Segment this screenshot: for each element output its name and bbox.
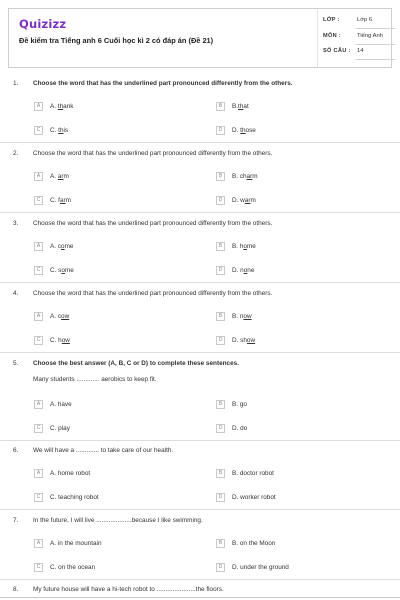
answer-option-b[interactable] (216, 241, 256, 251)
option-prefix: B. (232, 312, 240, 320)
option-word-end: me (64, 266, 74, 274)
option-letter-box: D (216, 424, 225, 433)
option-word-start: in the mountain (57, 539, 102, 547)
answer-option-b[interactable] (216, 468, 274, 478)
option-text (50, 401, 72, 408)
meta-subject-value: Tiếng Anh (357, 33, 383, 39)
option-word-start: play (58, 424, 70, 432)
option-letter-box: B (216, 469, 225, 478)
question-separator (0, 212, 400, 213)
answer-option-a[interactable] (34, 171, 69, 181)
answer-option-c[interactable] (34, 125, 68, 135)
option-word-start: sh (240, 336, 247, 344)
option-prefix: B. (232, 172, 240, 180)
question-prompt: Choose the word that has the underlined part pronounced differently from the others. (33, 80, 293, 87)
option-prefix: A. (50, 172, 58, 180)
option-word-start: teaching robot (58, 493, 99, 501)
option-prefix: A. (50, 242, 58, 250)
answer-option-a[interactable] (34, 468, 90, 478)
option-letter-box: C (34, 336, 43, 345)
option-letter-box: D (216, 196, 225, 205)
question-separator (0, 440, 400, 441)
option-text (232, 103, 249, 110)
option-prefix: A. (50, 102, 58, 110)
answer-option-d[interactable] (216, 423, 247, 433)
option-text (232, 401, 247, 408)
question-separator (0, 509, 400, 510)
option-text (232, 564, 289, 571)
option-word-start: on the ocean (58, 563, 96, 571)
option-word-start: go (239, 400, 247, 408)
question-prompt: Choose the word that has the underlined part pronounced differently from the others. (33, 290, 273, 297)
option-word-end: m (252, 172, 258, 180)
option-word-start: s (58, 266, 62, 274)
question-number: 1. (13, 80, 19, 87)
option-prefix: B. (232, 469, 240, 477)
option-prefix: C. (50, 493, 59, 501)
option-word-start: n (240, 266, 244, 274)
question-number: 2. (13, 150, 19, 157)
answer-option-d[interactable] (216, 195, 256, 205)
option-text (50, 337, 70, 344)
answer-option-d[interactable] (216, 125, 256, 135)
option-text (50, 564, 95, 571)
answer-option-a[interactable] (34, 311, 69, 321)
option-letter-box: D (216, 493, 225, 502)
option-letter-box: C (34, 126, 43, 135)
option-prefix: D. (232, 126, 241, 134)
option-text (232, 337, 255, 344)
option-underlined-part: th (240, 126, 246, 134)
meta-subject (323, 33, 383, 39)
option-letter-box: C (34, 424, 43, 433)
question-prompt: We will have a ............. to take care of our health. (33, 447, 174, 454)
option-word-start: h (58, 336, 62, 344)
answer-option-b[interactable] (216, 311, 252, 321)
worksheet-header (8, 8, 392, 68)
option-text (232, 173, 258, 180)
option-letter-box: D (216, 336, 225, 345)
option-word-end: m (63, 172, 69, 180)
question-prompt: Choose the word that has the underlined part pronounced differently from the others. (33, 220, 273, 227)
answer-option-b[interactable] (216, 171, 258, 181)
option-underlined-part: o (243, 266, 248, 274)
option-text (232, 313, 252, 320)
option-text (232, 267, 254, 274)
option-text (50, 127, 68, 134)
option-letter-box: D (216, 126, 225, 135)
option-word-start: f (58, 196, 60, 204)
option-word-start: worker robot (240, 493, 276, 501)
answer-option-c[interactable] (34, 265, 74, 275)
option-prefix: D. (232, 336, 241, 344)
option-prefix: A. (50, 400, 58, 408)
meta-subject-label: MÔN : (323, 33, 341, 39)
answer-option-c[interactable] (34, 423, 70, 433)
option-underlined-part: ow (61, 312, 70, 320)
question-separator (0, 579, 400, 580)
option-letter-box: C (34, 196, 43, 205)
answer-option-c[interactable] (34, 492, 99, 502)
option-text (50, 267, 74, 274)
meta-underline (355, 59, 395, 60)
option-word-end: ose (245, 126, 256, 134)
answer-option-a[interactable] (34, 101, 73, 111)
option-letter-box: B (216, 539, 225, 548)
option-word-start: c (57, 312, 62, 320)
option-underlined-part: ar (244, 196, 251, 204)
answer-option-b[interactable] (216, 101, 249, 111)
option-text (50, 173, 69, 180)
option-prefix: D. (232, 266, 241, 274)
option-text (50, 425, 70, 432)
option-prefix: A. (50, 312, 58, 320)
answer-option-b[interactable] (216, 538, 275, 548)
option-underlined-part: ar (57, 172, 64, 180)
option-word-start: w (240, 196, 245, 204)
question-number: 5. (13, 360, 19, 367)
option-text (232, 425, 247, 432)
option-word-start: do (240, 424, 248, 432)
option-word-start: on the Moon (239, 539, 276, 547)
option-word-start: h (239, 242, 244, 250)
option-letter-box: B (216, 102, 225, 111)
option-text (232, 127, 256, 134)
option-prefix: C. (50, 126, 59, 134)
answer-option-d[interactable] (216, 492, 276, 502)
option-text (50, 103, 73, 110)
quizizz-logo: Quizizz (19, 17, 67, 31)
option-text (232, 197, 256, 204)
option-prefix: B. (232, 400, 240, 408)
meta-class (323, 17, 372, 23)
option-word-end: ne (247, 266, 255, 274)
question-number: 6. (13, 447, 19, 454)
option-letter-box: C (34, 266, 43, 275)
option-letter-box: A (34, 539, 43, 548)
answer-option-a[interactable] (34, 538, 102, 548)
option-letter-box: A (34, 172, 43, 181)
answer-option-b[interactable] (216, 399, 247, 409)
option-letter-box: A (34, 242, 43, 251)
answer-option-d[interactable] (216, 265, 254, 275)
option-word-start: n (239, 312, 244, 320)
option-underlined-part: ow (243, 312, 252, 320)
option-text (232, 243, 256, 250)
answer-option-d[interactable] (216, 335, 255, 345)
option-letter-box: D (216, 266, 225, 275)
question-prompt: In the future, I will live ....................because I like swimming. (33, 517, 203, 524)
option-text (50, 470, 90, 477)
question-prompt: Choose the word that has the underlined part pronounced differently from the others. (33, 150, 273, 157)
option-prefix: B. (232, 242, 240, 250)
option-prefix: C. (50, 424, 59, 432)
question-prompt: My future house will have a hi-tech robot to ......................the floors. (33, 586, 224, 593)
option-underlined-part: ow (61, 336, 70, 344)
option-text (50, 243, 73, 250)
question-separator (0, 282, 400, 283)
answer-option-a[interactable] (34, 399, 72, 409)
answer-option-c[interactable] (34, 335, 70, 345)
meta-count-value: 14 (357, 48, 364, 54)
option-word-start: under the ground (240, 563, 289, 571)
meta-count-label: SỐ CÂU : (323, 48, 351, 54)
answer-option-c[interactable] (34, 195, 71, 205)
option-word-end: is (63, 126, 69, 134)
option-word-end: me (246, 242, 256, 250)
option-word-start: home robot (57, 469, 91, 477)
option-prefix: A. (50, 469, 58, 477)
option-word-end: me (64, 242, 74, 250)
question-number: 4. (13, 290, 19, 297)
option-prefix: D. (232, 563, 241, 571)
question-separator (0, 142, 400, 143)
question-prompt: Choose the best answer (A, B, C or D) to complete these sentences. (33, 360, 239, 367)
option-prefix: B. (232, 539, 240, 547)
option-word-end: m (65, 196, 71, 204)
option-prefix: D. (232, 424, 241, 432)
option-letter-box: C (34, 493, 43, 502)
option-underlined-part: o (61, 242, 65, 250)
option-text (232, 540, 275, 547)
option-prefix: C. (50, 563, 59, 571)
option-prefix: C. (50, 266, 59, 274)
option-underlined-part: ar (59, 196, 66, 204)
option-word-start: doctor robot (239, 469, 274, 477)
question-number: 3. (13, 220, 19, 227)
option-letter-box: B (216, 172, 225, 181)
option-prefix: C. (50, 196, 59, 204)
option-letter-box: D (216, 563, 225, 572)
option-prefix: B. (232, 102, 239, 110)
option-word-start: c (57, 242, 62, 250)
meta-underline (355, 28, 395, 29)
option-underlined-part: o (61, 266, 65, 274)
option-text (50, 540, 102, 547)
meta-class-label: LỚP : (323, 17, 340, 23)
option-word-end: at (243, 102, 249, 110)
option-prefix: A. (50, 539, 58, 547)
option-prefix: C. (50, 336, 59, 344)
option-letter-box: A (34, 400, 43, 409)
meta-underline (355, 44, 395, 45)
option-text (50, 197, 71, 204)
option-underlined-part: th (57, 102, 64, 110)
option-underlined-part: o (243, 242, 247, 250)
option-underlined-part: th (58, 126, 64, 134)
option-prefix: D. (232, 493, 241, 501)
option-text (232, 494, 276, 501)
page-bottom-border (0, 597, 400, 598)
option-word-start: have (57, 400, 72, 408)
option-letter-box: B (216, 312, 225, 321)
option-letter-box: A (34, 102, 43, 111)
option-word-end: m (250, 196, 256, 204)
answer-option-a[interactable] (34, 241, 73, 251)
worksheet-title: Đề kiểm tra Tiếng anh 6 Cuối học kì 2 có đáp án (Đề 21) (19, 36, 214, 45)
answer-option-d[interactable] (216, 562, 289, 572)
question-separator (0, 352, 400, 353)
option-text (50, 494, 99, 501)
option-letter-box: A (34, 312, 43, 321)
option-underlined-part: ow (246, 336, 256, 344)
meta-class-value: Lớp 6 (357, 17, 373, 23)
header-divider (317, 9, 318, 67)
option-prefix: D. (232, 196, 241, 204)
option-letter-box: C (34, 563, 43, 572)
option-letter-box: A (34, 469, 43, 478)
question-sentence: Many students ............. aerobics to keep fit. (33, 376, 157, 383)
option-text (50, 313, 69, 320)
option-word-end: ank (63, 102, 74, 110)
meta-question-count (323, 48, 363, 54)
answer-option-c[interactable] (34, 562, 95, 572)
option-underlined-part: th (238, 102, 244, 110)
option-underlined-part: ar (246, 172, 253, 180)
question-number: 7. (13, 517, 19, 524)
option-letter-box: B (216, 242, 225, 251)
option-word-start: ch (239, 172, 247, 180)
question-number: 8. (13, 586, 19, 593)
option-letter-box: B (216, 400, 225, 409)
option-text (232, 470, 274, 477)
